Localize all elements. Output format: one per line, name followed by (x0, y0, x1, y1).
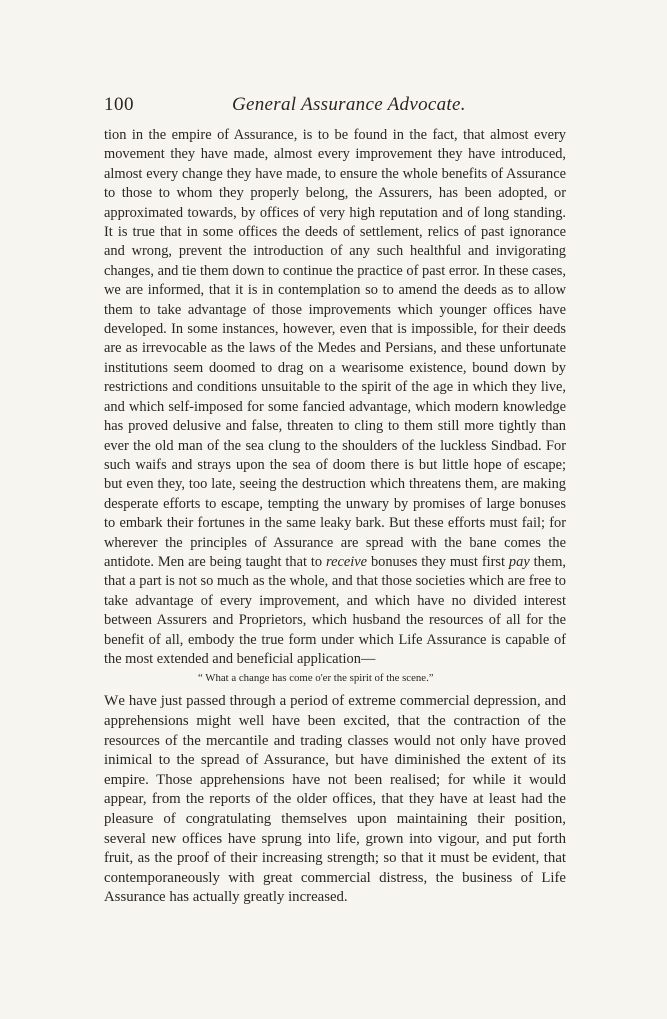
paragraph-1-text-a: tion in the empire of Assurance, is to be found in the fact, that almost every movement they have made, almost every improvement they have introduced, almost every change they have made, to ensure the whole benefits of Assurance to those to whom they properly belong, the Assurers, has been adopted, or approximated towards, by offices of very high reputation and of long standing. It is true that in some offices the deeds of settlement, relics of past ignorance and wrong, prevent the introduction of any such healthful and invigorating changes, and tie them down to continue the practice of past error. In these cases, we are informed, that it is in contemplation so to amend the deeds as to allow them to take advantage of those improvements which younger offices have developed. In some instances, however, even that is impossible, for their deeds are as irrevocable as the laws of the Medes and Persians, and these unfortunate institutions seem doomed to drag on a wearisome existence, bound down by restrictions and conditions unsuitable to the spirit of the age in which they live, and which self-imposed for some fancied advantage, which modern knowledge has proved delusive and false, threaten to cling to them still more tightly than ever the old man of the sea clung to the shoulders of the luckless Sindbad. For such waifs and strays upon the sea of doom there is but little hope of escape; but even they, too late, seeing the destruction which threatens them, are making desperate efforts to escape, tempting the unwary by promises of large bonuses to embark their fortunes in the same leaky bark. But these efforts must fail; for wherever the principles of Assurance are spread with the bane comes the antidote. Men are being taught that to (104, 127, 566, 570)
paragraph-1-text-b: bonuses they must first (367, 553, 509, 570)
page-header (104, 94, 566, 120)
page-number: 100 (104, 94, 134, 115)
emphasis-receive: receive (326, 553, 368, 570)
body-text (104, 126, 566, 908)
paragraph-1-text-c: them, that a part is not so much as the whole, and that those societies which are free to take advantage of every improvement, and which have no divided interest between Assurers and Proprietors, which husband the resources of all for the benefit of all, embody the true form under which Life Assurance is capable of the most extended and beneficial application— (104, 553, 566, 667)
running-title: General Assurance Advocate. (232, 94, 466, 115)
paragraph-2: We have just passed through a period of extreme commercial depression, and apprehensions might well have been excited, that the contraction of the resources of the mercantile and trading classes would not only have proved inimical to the spread of Assurance, but have diminished the extent of its empire. Those apprehensions have not been realised; for while it would appear, from the reports of the older offices, that they have at least had the pleasure of congratulating themselves upon maintaining their position, several new offices have sprung into life, grown into vigour, and put forth fruit, as the proof of their increasing strength; so that it must be evident, that contemporaneously with great commercial distress, the business of Life Assurance has actually greatly increased. (104, 692, 566, 906)
quotation: “ What a change has come o'er the spirit of the scene.” (198, 672, 434, 685)
paragraph-1 (104, 126, 566, 669)
emphasis-pay: pay (508, 553, 530, 570)
